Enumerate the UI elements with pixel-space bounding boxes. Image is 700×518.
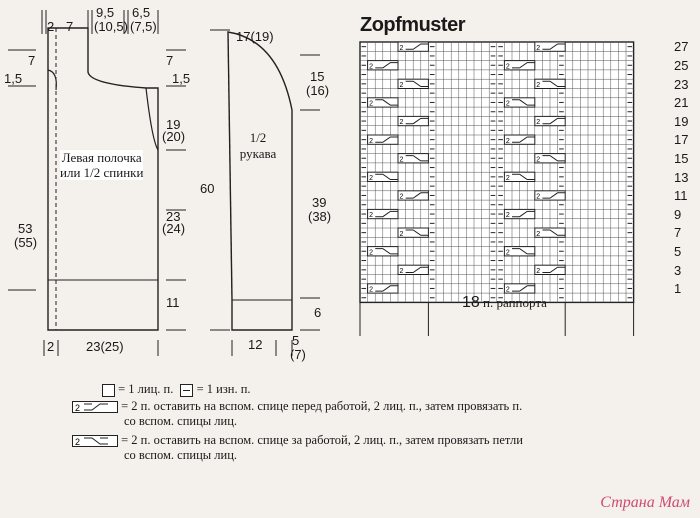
row-number: 3 [674, 262, 682, 278]
dim-sleeve-6: 6 [314, 305, 322, 320]
row-number: 19 [674, 113, 689, 129]
svg-text:2: 2 [505, 212, 510, 220]
dim-right-23: 23 [166, 209, 181, 224]
svg-text:2: 2 [399, 82, 404, 89]
row-number: 7 [674, 225, 682, 241]
chart-title: Zopfmuster [360, 14, 465, 36]
dim-sleeve-39b: (38) [308, 209, 332, 224]
svg-text:2: 2 [369, 100, 374, 108]
dim-sleeve-39: 39 [312, 195, 327, 210]
legend-row-basic [72, 382, 632, 397]
svg-text:2: 2 [536, 230, 541, 238]
svg-text:2: 2 [369, 175, 374, 182]
svg-text:2: 2 [399, 156, 404, 164]
legend-cable-front-text: = 2 п. оставить на вспом. спице перед работой, 2 лиц. п., затем провязать п. [121, 399, 523, 413]
svg-text:2: 2 [369, 212, 374, 220]
dim-sleeve-top: 17(19) [236, 29, 274, 44]
svg-text:2: 2 [75, 403, 81, 414]
dim-right-11: 11 [166, 295, 180, 310]
dim-top-7: 7 [66, 19, 74, 34]
row-number: 1 [674, 281, 682, 297]
svg-text:2: 2 [505, 249, 510, 257]
legend-cable-front-cont: со вспом. спицы лиц. [124, 414, 238, 428]
front-armhole [146, 88, 158, 150]
svg-text:2: 2 [505, 137, 510, 145]
svg-text:2: 2 [399, 230, 404, 238]
dim-left-53: 53 [18, 221, 33, 236]
row-number: 11 [674, 188, 688, 204]
dim-sleeve-5: 5 [292, 333, 300, 348]
legend-knit-text: = 1 лиц. п. [118, 382, 174, 396]
svg-text:2: 2 [399, 193, 404, 201]
svg-text:2: 2 [399, 119, 404, 127]
cable-knitting-chart [352, 36, 682, 336]
dim-top-65b: (7,5) [130, 19, 157, 34]
row-number: 17 [674, 132, 689, 148]
dim-right-23b: (24) [162, 221, 186, 236]
dim-left-15: 1,5 [4, 71, 23, 86]
front-piece-label: Левая полочка или 1/2 спинки [60, 150, 144, 180]
dim-left-53b: (55) [14, 235, 38, 250]
dim-bottom-23: 23(25) [86, 339, 124, 354]
front-neck-curve [48, 70, 56, 90]
svg-text:2: 2 [369, 63, 374, 71]
dim-right-19: 19 [166, 117, 181, 132]
svg-text:2: 2 [369, 137, 374, 145]
svg-text:2: 2 [536, 82, 541, 89]
dim-right-15: 1,5 [172, 71, 191, 86]
row-number: 23 [674, 76, 689, 92]
dim-top-65: 6,5 [132, 5, 151, 20]
svg-text:2: 2 [505, 63, 510, 71]
dim-sleeve-15b: (16) [306, 83, 330, 98]
row-number: 13 [674, 169, 689, 185]
dim-top-95b: (10,5) [94, 19, 128, 34]
repeat-label [462, 294, 547, 312]
dim-sleeve-5b: (7) [290, 347, 306, 362]
knit-stitch-symbol [102, 384, 115, 397]
cable-front-symbol [72, 401, 118, 413]
site-watermark: Страна Мам [600, 494, 690, 511]
svg-text:2: 2 [536, 44, 541, 52]
repeat-text: п. раппорта [483, 295, 547, 310]
repeat-count: 18 [462, 294, 480, 311]
legend-row-cable-front [72, 399, 632, 429]
sleeve-label: 1/2 рукава [239, 130, 277, 161]
row-number: 9 [674, 206, 682, 222]
dim-sleeve-60: 60 [200, 181, 215, 196]
dim-right-19b: (20) [162, 129, 186, 144]
svg-text:2: 2 [75, 437, 81, 448]
row-number: 5 [674, 243, 682, 259]
svg-text:2: 2 [536, 119, 541, 127]
svg-text:2: 2 [369, 249, 374, 257]
svg-text:2: 2 [505, 286, 510, 294]
cable-back-symbol [72, 435, 118, 447]
svg-text:2: 2 [536, 193, 541, 201]
svg-text:2: 2 [399, 268, 404, 275]
row-number: 21 [674, 95, 689, 111]
dim-top-2: 2 [47, 19, 55, 34]
svg-text:2: 2 [536, 156, 541, 164]
legend-purl-text: = 1 изн. п. [196, 382, 251, 396]
dim-bottom-2: 2 [47, 339, 55, 354]
svg-text:2: 2 [505, 175, 510, 182]
symbol-legend [72, 382, 632, 465]
legend-cable-back-cont: со вспом. спицы лиц. [124, 448, 238, 462]
purl-stitch-symbol [180, 384, 193, 397]
row-number: 25 [674, 57, 689, 73]
svg-text:2: 2 [505, 100, 510, 108]
dim-right-7: 7 [166, 53, 174, 68]
svg-text:2: 2 [536, 268, 541, 275]
sleeve-outline [228, 29, 292, 330]
svg-text:2: 2 [369, 286, 374, 294]
row-number: 15 [674, 150, 689, 166]
dim-left-7: 7 [28, 53, 36, 68]
legend-row-cable-back [72, 433, 632, 463]
row-number: 27 [674, 39, 689, 55]
legend-cable-back-text: = 2 п. оставить на вспом. спице за работой, 2 лиц. п., затем провязать петли [121, 433, 523, 447]
dim-sleeve-15: 15 [310, 69, 325, 84]
dim-sleeve-12: 12 [248, 337, 263, 352]
dim-top-95: 9,5 [96, 5, 115, 20]
svg-text:2: 2 [399, 44, 404, 52]
